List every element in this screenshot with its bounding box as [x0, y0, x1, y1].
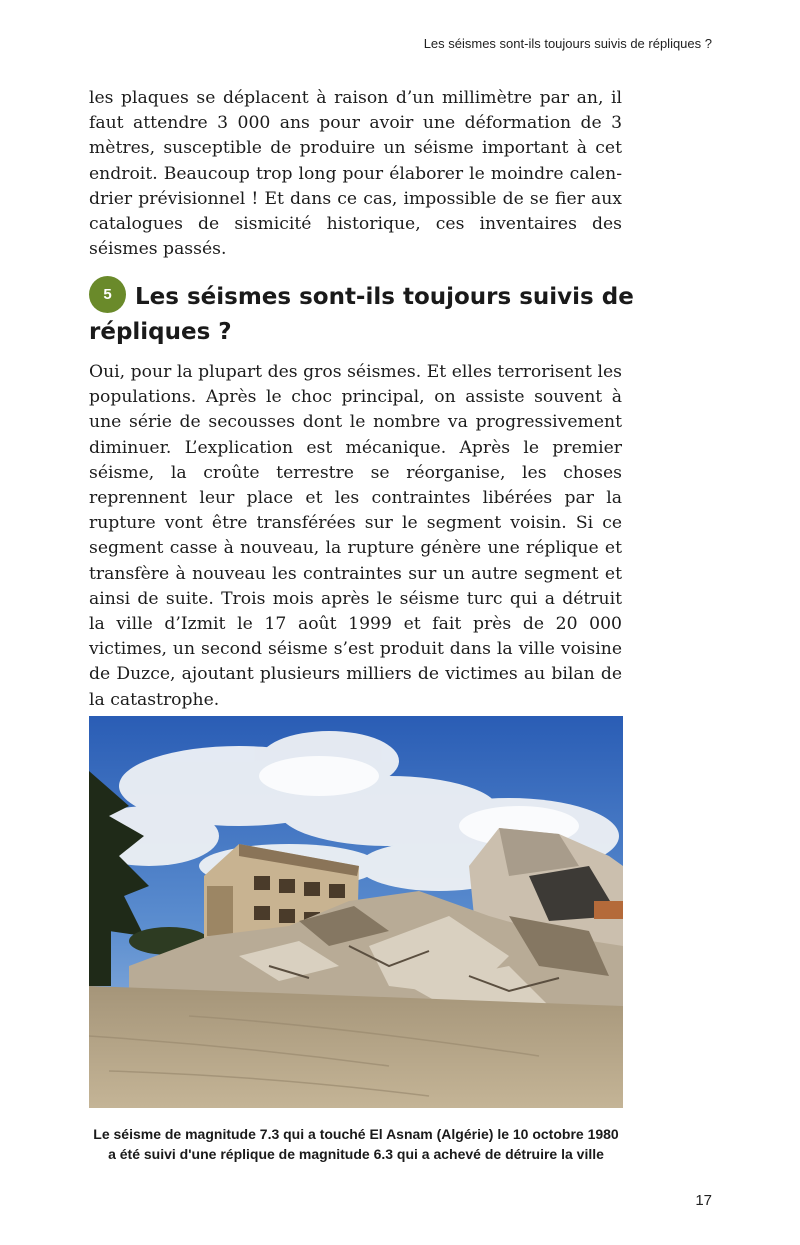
section-title: Les séismes sont-ils toujours suivis de répliques ?	[89, 284, 634, 345]
running-head: Les séismes sont-ils toujours suivis de répliques ?	[423, 36, 712, 51]
caption-line-1: Le séisme de magnitude 7.3 qui a touché El Asnam (Algérie) le 10 octobre 1980	[93, 1126, 619, 1142]
earthquake-ruins-photo	[89, 716, 623, 1108]
body-paragraph-2: Oui, pour la plupart des gros séismes. Et elles terrorisent les populations. Après le choc principal, on assiste souvent à une série de secousses dont le nombre va progressivement diminuer. L’explication est mécanique. Après le premier séisme, la croûte terrestre se réorganise, les choses reprennent leur place et les contraintes libérées par la rupture vont être transférées sur le segment voisin. Si ce segment casse à nouveau, la rupture génère une réplique et transfère à nouveau les contraintes sur un autre segment et ainsi de suite. Trois mois après le séisme turc qui a détruit la ville d’Izmit le 17 août 1999 et fait près de 20 000 victimes, un second séisme s’est produit dans la ville voisine de Duzce, ajoutant plusieurs milliers de victimes au bilan de la catastrophe.	[89, 362, 622, 710]
caption-line-2: a été suivi d'une réplique de magnitude 6.3 qui a achevé de détruire la ville	[108, 1146, 604, 1162]
page-number: 17	[695, 1192, 712, 1209]
body-paragraph-1: les plaques se déplacent à raison d’un millimètre par an, il faut attendre 3 000 ans pour avoir une déformation de 3 mètres, susceptible de produire un séisme important à cet endroit. Beaucoup trop long pour élaborer le moindre calendrier prévisionnel ! Et dans ce cas, impossible de se fier aux catalogues de sismicité historique, ces inventaires des séismes passés.	[89, 88, 622, 260]
section-heading	[89, 279, 649, 349]
photo-caption	[60, 1124, 652, 1164]
section-number-badge: 5	[89, 276, 126, 313]
